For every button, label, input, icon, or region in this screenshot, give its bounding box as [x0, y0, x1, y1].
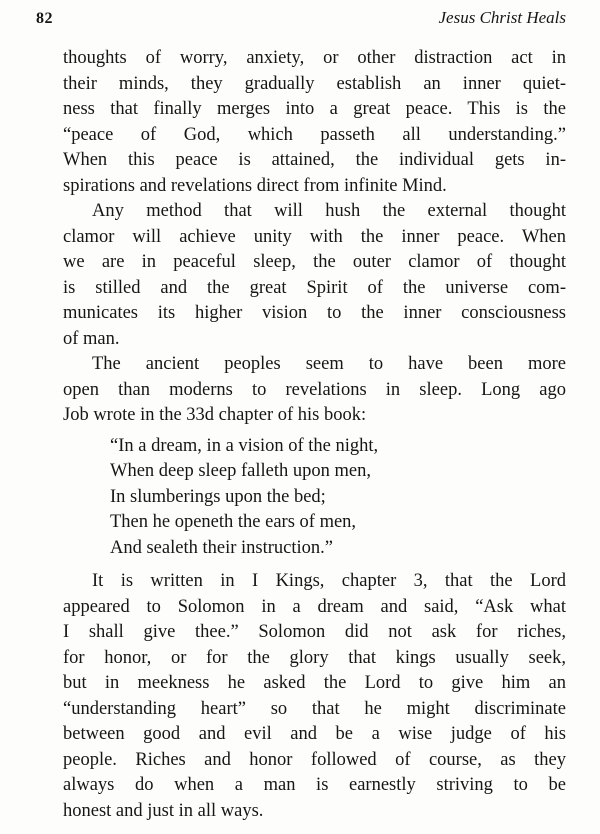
text-line: “understanding heart” so that he might discriminate: [63, 698, 566, 719]
text-line: Then he openeth the ears of men,: [110, 512, 357, 532]
running-head: [0, 0, 600, 28]
paragraph: [63, 46, 566, 199]
page-number: 82: [36, 10, 53, 27]
text-line: for honor, or for the glory that kings usually seek,: [63, 647, 566, 668]
text-line: “peace of God, which passeth all understanding.”: [63, 124, 566, 145]
text-line: clamor will achieve unity with the inner peace. When: [63, 226, 566, 247]
text-line: The ancient peoples seem to have been more: [92, 354, 566, 374]
text-line: is stilled and the great Spirit of the universe com-: [63, 277, 566, 298]
text-line: It is written in I Kings, chapter 3, that the Lord: [92, 571, 566, 591]
text-line: municates its higher vision to the inner consciousness: [63, 303, 566, 323]
paragraph: [63, 569, 566, 824]
text-line: appeared to Solomon in a dream and said, “Ask what: [63, 596, 566, 617]
text-line: spirations and revelations direct from infinite Mind.: [63, 175, 447, 196]
text-line: honest and just in all ways.: [63, 800, 264, 821]
text-line: When this peace is attained, the individual gets in-: [63, 150, 566, 170]
text-line: And sealeth their instruction.”: [110, 537, 333, 558]
text-line: open than moderns to revelations in sleep. Long ago: [63, 379, 566, 400]
running-title: Jesus Christ Heals: [438, 8, 566, 27]
text-line: we are in peaceful sleep, the outer clamor of thought: [63, 252, 566, 272]
text-line: but in meekness he asked the Lord to give him an: [63, 673, 566, 693]
page-body: [63, 46, 566, 824]
text-line: between good and evil and be a wise judge of his: [63, 724, 566, 744]
text-line: thoughts of worry, anxiety, or other distraction act in: [63, 48, 566, 68]
text-line: When deep sleep falleth upon men,: [110, 461, 371, 481]
paragraph: [63, 352, 566, 429]
text-line: I shall give thee.” Solomon did not ask for riches,: [63, 622, 566, 642]
text-line: ness that finally merges into a great peace. This is the: [63, 99, 566, 119]
verse-block: [110, 434, 566, 562]
text-line: their minds, they gradually establish an inner quiet-: [63, 73, 566, 94]
paragraph: [63, 199, 566, 352]
text-line: always do when a man is earnestly striving to be: [63, 775, 566, 795]
text-line: of man.: [63, 328, 120, 349]
text-line: “In a dream, in a vision of the night,: [110, 435, 379, 456]
text-line: people. Riches and honor followed of course, as they: [63, 749, 566, 770]
text-line: In slumberings upon the bed;: [110, 486, 326, 507]
text-line: Any method that will hush the external thought: [92, 201, 566, 221]
text-line: Job wrote in the 33d chapter of his book:: [63, 405, 367, 425]
